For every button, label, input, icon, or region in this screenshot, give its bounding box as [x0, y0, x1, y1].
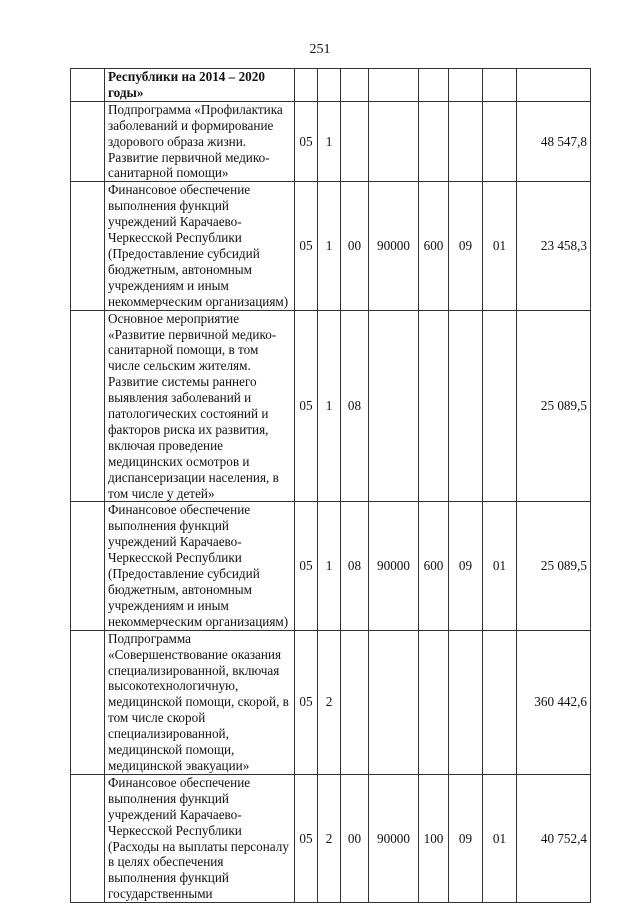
description-line: высокотехнологичную, [108, 678, 239, 694]
description-line: выполнения функций [108, 870, 229, 886]
program-code-cell: 00 [341, 774, 369, 902]
description-cell [105, 774, 295, 902]
page-number: 251 [309, 42, 331, 57]
description-line: некоммерческим организациям) [108, 293, 289, 309]
subchapter-code-cell [483, 630, 517, 774]
description-line: медицинской помощи, [108, 742, 235, 758]
chapter-code-cell [449, 310, 483, 502]
description-line: Черкесской Республики [108, 230, 242, 246]
chapter-code-cell: 09 [449, 774, 483, 902]
subchapter-code-cell [483, 101, 517, 182]
table-row [71, 69, 591, 102]
table-row [71, 774, 591, 902]
description-line: заболеваний и формирование [108, 117, 274, 133]
expense-type-code-cell [419, 310, 449, 502]
direction-code-cell [369, 310, 419, 502]
description-line: том числе у детей» [108, 485, 215, 501]
amount-cell: 40 752,4 [517, 774, 591, 902]
row-number-cell [71, 630, 105, 774]
description-cell [105, 310, 295, 502]
subsection-code-cell: 1 [318, 502, 341, 630]
description-cell [105, 69, 295, 102]
amount-cell [517, 69, 591, 102]
table-body [71, 69, 591, 903]
expense-type-code-cell: 600 [419, 182, 449, 310]
expense-type-code-cell: 100 [419, 774, 449, 902]
description-line: Черкесской Республики [108, 822, 242, 838]
row-number-cell [71, 310, 105, 502]
direction-code-cell [369, 69, 419, 102]
description-cell [105, 502, 295, 630]
direction-code-cell: 90000 [369, 182, 419, 310]
description-line: учреждений Карачаево- [108, 534, 242, 550]
description-line: диспансеризации населения, в [108, 469, 279, 485]
direction-code-cell: 90000 [369, 502, 419, 630]
description-line: некоммерческим организациям) [108, 613, 289, 629]
subsection-code-cell: 2 [318, 774, 341, 902]
description-line: медицинской помощи, скорой, в [108, 694, 289, 710]
description-line: патологических состояний и [108, 406, 269, 422]
subsection-code-cell [318, 69, 341, 102]
subchapter-code-cell: 01 [483, 502, 517, 630]
description-line: том числе скорой [108, 710, 206, 726]
description-line: учреждениям и иным [108, 277, 229, 293]
direction-code-cell: 90000 [369, 774, 419, 902]
description-line: числе сельским жителям. [108, 358, 251, 374]
section-code-cell: 05 [295, 502, 318, 630]
chapter-code-cell [449, 101, 483, 182]
program-code-cell [341, 69, 369, 102]
amount-cell: 48 547,8 [517, 101, 591, 182]
subsection-code-cell: 2 [318, 630, 341, 774]
description-line: (Расходы на выплаты персоналу [108, 838, 289, 854]
description-line: выполнения функций [108, 198, 229, 214]
amount-cell: 25 089,5 [517, 310, 591, 502]
expense-type-code-cell [419, 101, 449, 182]
description-line: Развитие системы раннего [108, 374, 257, 390]
description-line: медицинских осмотров и [108, 453, 250, 469]
program-code-cell: 00 [341, 182, 369, 310]
subchapter-code-cell [483, 69, 517, 102]
table-row [71, 502, 591, 630]
table-row [71, 182, 591, 310]
description-line: учреждениям и иным [108, 597, 229, 613]
expense-type-code-cell [419, 69, 449, 102]
description-line: санитарной помощи, в том [108, 342, 259, 358]
description-line: учреждений Карачаево- [108, 214, 242, 230]
description-line: годы» [108, 84, 144, 100]
subchapter-code-cell: 01 [483, 182, 517, 310]
section-code-cell: 05 [295, 101, 318, 182]
description-cell [105, 630, 295, 774]
amount-cell: 23 458,3 [517, 182, 591, 310]
chapter-code-cell [449, 630, 483, 774]
section-code-cell [295, 69, 318, 102]
subsection-code-cell: 1 [318, 101, 341, 182]
description-line: включая проведение [108, 437, 224, 453]
subsection-code-cell: 1 [318, 310, 341, 502]
description-line: Подпрограмма [108, 630, 192, 646]
expense-type-code-cell: 600 [419, 502, 449, 630]
section-code-cell: 05 [295, 182, 318, 310]
subchapter-code-cell: 01 [483, 774, 517, 902]
subchapter-code-cell [483, 310, 517, 502]
description-line: в целях обеспечения [108, 854, 224, 870]
amount-cell: 25 089,5 [517, 502, 591, 630]
program-code-cell: 08 [341, 502, 369, 630]
direction-code-cell [369, 630, 419, 774]
budget-table [70, 68, 591, 903]
program-code-cell [341, 630, 369, 774]
row-number-cell [71, 502, 105, 630]
description-line: (Предоставление субсидий [108, 566, 260, 582]
row-number-cell [71, 182, 105, 310]
program-code-cell: 08 [341, 310, 369, 502]
description-line: Республики на 2014 – 2020 [108, 69, 265, 84]
section-code-cell: 05 [295, 774, 318, 902]
chapter-code-cell: 09 [449, 182, 483, 310]
table-row [71, 310, 591, 502]
description-line: «Развитие первичной медико- [108, 326, 277, 342]
description-cell [105, 101, 295, 182]
row-number-cell [71, 101, 105, 182]
description-line: выполнения функций [108, 790, 229, 806]
description-line: санитарной помощи» [108, 165, 229, 181]
description-line: бюджетным, автономным [108, 261, 252, 277]
expense-type-code-cell [419, 630, 449, 774]
section-code-cell: 05 [295, 310, 318, 502]
description-line: Развитие первичной медико- [108, 149, 270, 165]
description-line: государственными [108, 886, 213, 902]
description-cell [105, 182, 295, 310]
description-line: «Совершенствование оказания [108, 646, 282, 662]
row-number-cell [71, 69, 105, 102]
description-line: специализированной, [108, 726, 229, 742]
table-row [71, 630, 591, 774]
subsection-code-cell: 1 [318, 182, 341, 310]
description-line: выполнения функций [108, 518, 229, 534]
description-line: учреждений Карачаево- [108, 806, 242, 822]
description-line: здорового образа жизни. [108, 133, 247, 149]
description-line: Финансовое обеспечение [108, 502, 251, 518]
description-line: выявления заболеваний и [108, 390, 252, 406]
chapter-code-cell [449, 69, 483, 102]
program-code-cell [341, 101, 369, 182]
description-line: факторов риска их развития, [108, 421, 269, 437]
direction-code-cell [369, 101, 419, 182]
description-line: медицинской эвакуации» [108, 757, 250, 773]
description-line: Основное мероприятие [108, 310, 240, 326]
description-line: (Предоставление субсидий [108, 245, 260, 261]
description-line: Подпрограмма «Профилактика [108, 101, 283, 117]
amount-cell: 360 442,6 [517, 630, 591, 774]
description-line: Финансовое обеспечение [108, 774, 251, 790]
row-number-cell [71, 774, 105, 902]
description-line: Финансовое обеспечение [108, 182, 251, 198]
description-line: бюджетным, автономным [108, 582, 252, 597]
section-code-cell: 05 [295, 630, 318, 774]
table-row [71, 101, 591, 182]
description-line: специализированной, включая [108, 662, 280, 678]
description-line: Черкесской Республики [108, 550, 242, 566]
chapter-code-cell: 09 [449, 502, 483, 630]
